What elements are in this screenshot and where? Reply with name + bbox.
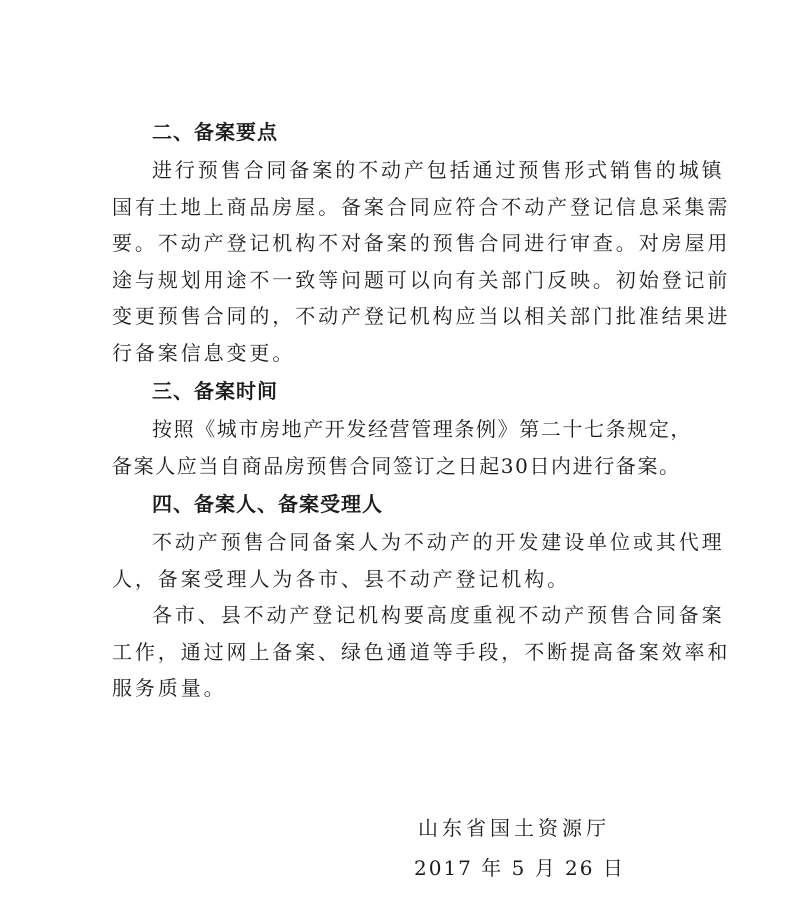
- text-line: 服务质量。: [112, 676, 227, 700]
- paragraph-filing-points: [112, 152, 731, 371]
- text-line: 要。不动产登记机构不对备案的预售合同进行审查。对房屋用: [112, 231, 731, 255]
- issue-date: 2017 年 5 月 26 日: [414, 856, 625, 880]
- text-line: 工作，通过网上备案、绿色通道等手段，不断提高备案效率和: [112, 639, 731, 664]
- text-line: 国有土地上商品房屋。备案合同应符合不动产登记信息采集需: [112, 194, 731, 219]
- text-line: 变更预售合同的，不动产登记机构应当以相关部门批准结果进: [112, 304, 731, 328]
- text-line: 途与规划用途不一致等问题可以向有关部门反映。初始登记前: [112, 267, 731, 292]
- text-line: 各市、县不动产登记机构要高度重视不动产预售合同备案: [152, 603, 725, 627]
- text-line: 按照《城市房地产开发经营管理条例》第二十七条规定，: [152, 417, 692, 441]
- paragraph-filing-time: [112, 411, 692, 484]
- section-heading-filing-points: 二、备案要点: [152, 120, 278, 144]
- text-line: 行备案信息变更。: [112, 340, 296, 365]
- paragraph-filer-definition: [112, 524, 725, 597]
- text-line: 备案人应当自商品房预售合同签订之日起30日内进行备案。: [112, 453, 681, 478]
- paragraph-registration-requirements: [112, 597, 731, 707]
- document-body: [112, 112, 731, 707]
- section-heading-filing-time: 三、备案时间: [152, 379, 278, 403]
- text-line: 不动产预售合同备案人为不动产的开发建设单位或其代理: [152, 530, 725, 554]
- text-line: 进行预售合同备案的不动产包括通过预售形式销售的城镇: [152, 158, 725, 182]
- issuing-organization: 山东省国土资源厅: [418, 816, 610, 840]
- section-heading-filer-and-receiver: 四、备案人、备案受理人: [152, 492, 383, 516]
- text-line: 人，备案受理人为各市、县不动产登记机构。: [112, 566, 570, 591]
- signature-block: [414, 808, 625, 888]
